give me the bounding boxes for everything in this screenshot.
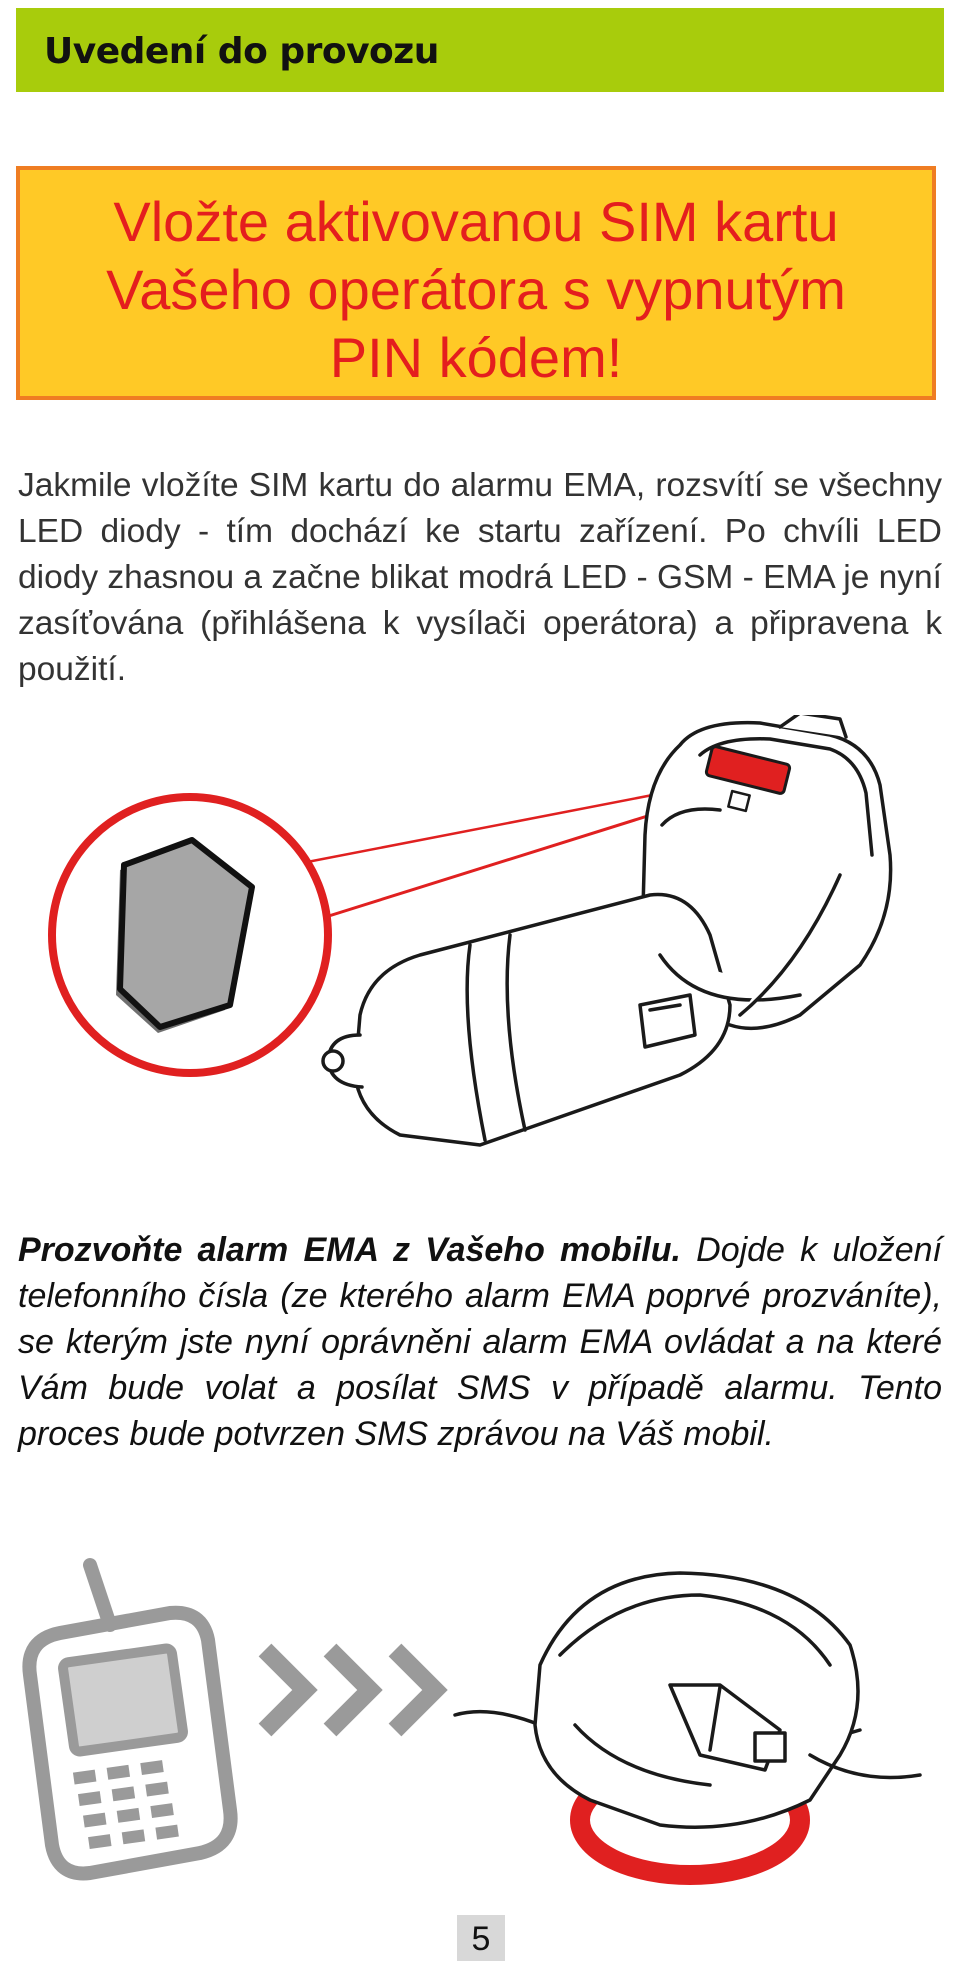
device-top-illustration <box>455 1573 920 1875</box>
header-bar <box>16 8 944 92</box>
warning-line-2: Vašeho operátora s vypnutým <box>106 258 846 321</box>
chevron-right-icon <box>330 1650 370 1730</box>
step2-paragraph <box>18 1227 942 1457</box>
sim-card-icon <box>116 840 252 1033</box>
page-number: 5 <box>471 1920 491 1958</box>
page-title: Uvedení do provozu <box>44 31 439 72</box>
device-illustration <box>323 715 891 1145</box>
step1-paragraph: Jakmile vložíte SIM kartu do alarmu EMA, rozsvítí se všechny LED diody - tím dochází ke startu zařízení. Po chvíli LED diody zhasnou a začne blikat modrá LED - GSM - EMA je nyní zasíťována (přihlášena k vysílači operátora) a připravena k použití. <box>18 467 942 688</box>
chevron-right-icon <box>395 1650 435 1730</box>
call-illustration <box>20 1555 940 1885</box>
page-number-box <box>457 1915 505 1961</box>
step2-text: Dojde k uložení telefonního čísla (ze kterého alarm EMA poprvé prozváníte), se kterým jste nyní oprávněni alarm EMA ovládat a na které Vám bude volat a posílat SMS v případě alarmu. Tento proces bude potvrzen SMS zprávou na Váš mobil. <box>18 1231 943 1453</box>
sim-card-zoom-circle <box>52 797 328 1073</box>
step2-lead: Prozvoňte alarm EMA z Vašeho mobilu. <box>18 1231 681 1269</box>
mobile-phone-icon <box>29 1565 230 1873</box>
warning-line-1: Vložte aktivovanou SIM kartu <box>113 190 839 253</box>
warning-box <box>16 166 936 400</box>
chevron-right-icon <box>265 1650 305 1730</box>
warning-text <box>20 188 932 392</box>
sim-insert-illustration <box>40 715 920 1180</box>
warning-line-3: PIN kódem! <box>329 326 623 389</box>
